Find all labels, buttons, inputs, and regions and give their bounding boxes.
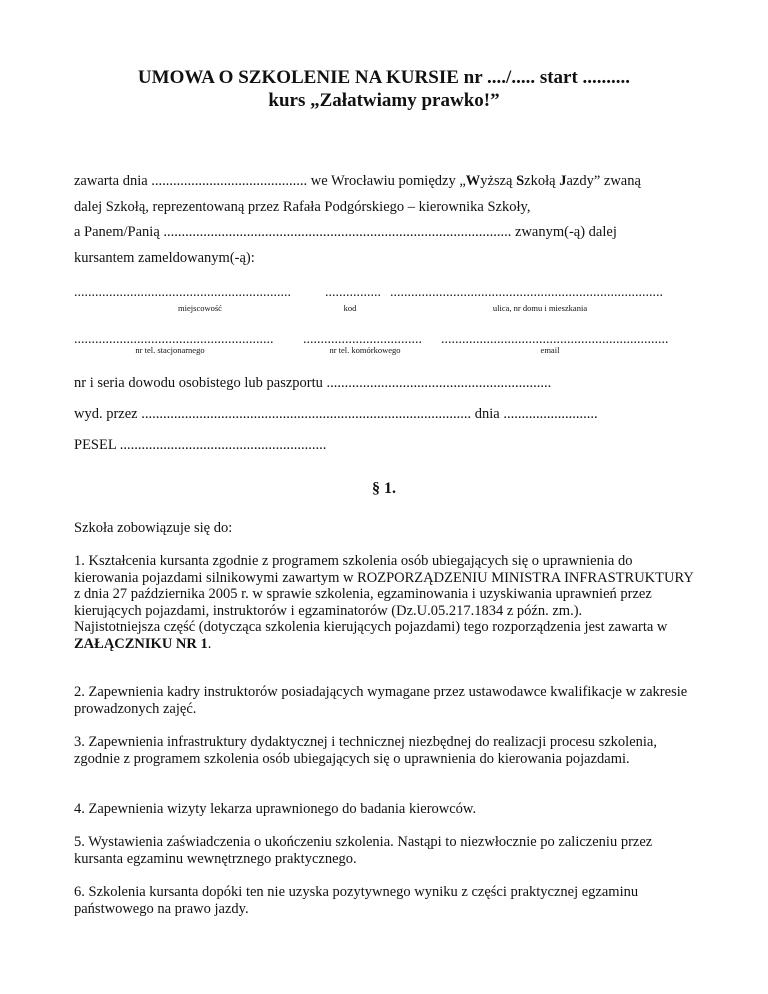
landline-field[interactable]: .........................................................	[74, 332, 274, 347]
clause-1-text: 1. Kształcenia kursanta zgodnie z programem szkolenia osób ubiegających się o uprawnienia do kierowania pojazdami silnikowymi zawartym w ROZPORZĄDZENIU MINISTRA INFRASTRUKTURY z dnia 27 października 2005 r. w sprawie szkolenia, egzaminowania i uzyskiwania uprawnień przez kierujących pojazdami, instruktorów i egzaminatorów (Dz.U.05.217.1834 z późn. zm.).	[74, 553, 694, 619]
postal-code-field[interactable]: ................	[325, 285, 381, 300]
intro-line-2: dalej Szkołą, reprezentowaną przez Rafała Podgórskiego – kierownika Szkoły,	[74, 199, 531, 215]
mobile-label: nr tel. komórkowego	[329, 345, 401, 355]
intro-line-3: a Panem/Panią ................................................................................................ zwanym(-ą) dalej	[74, 224, 617, 240]
intro-text: ” zwaną	[593, 173, 641, 189]
email-label: email	[540, 345, 560, 355]
city-label: miejscowość	[178, 303, 222, 313]
email-field[interactable]: .................................................................	[441, 332, 669, 347]
landline-label: nr tel. stacjonarnego	[135, 345, 205, 355]
attachment-reference: ZAŁĄCZNIKU NR 1	[74, 635, 208, 652]
school-initial: J	[559, 173, 567, 189]
course-name: kurs „Załatwiamy prawko!”	[268, 90, 500, 111]
street-label: ulica, nr domu i mieszkania	[492, 303, 588, 313]
id-document-line: nr i seria dowodu osobistego lub paszportu ..............................................................	[74, 375, 552, 391]
school-name-part: azdy	[566, 173, 594, 189]
clause-1-note-text: Najistotniejsza część (dotycząca szkolenia kierujących pojazdami) tego rozporządzenia jest zawarta w	[74, 619, 668, 635]
pesel-line: PESEL .........................................................	[74, 437, 327, 453]
clause-4: 4. Zapewnienia wizyty lekarza uprawnionego do badania kierowców.	[74, 801, 477, 817]
clause-1-note-end: .	[207, 635, 212, 652]
clause-2: 2. Zapewnienia kadry instruktorów posiadających wymagane przez ustawodawce kwalifikacje w zakresie prowadzonych zajęć.	[74, 684, 688, 717]
clause-3: 3. Zapewnienia infrastruktury dydaktycznej i technicznej niezbędnej do realizacji procesu szkolenia, zgodnie z programem szkolenia osób ubiegających się o uprawnienia do kierowania pojazdami.	[74, 734, 657, 767]
intro-line-1	[74, 173, 641, 190]
intro-text: zawarta dnia ........................................... we Wrocławiu pomiędzy „	[74, 173, 466, 189]
clause-1	[74, 553, 696, 652]
city-field[interactable]: ..............................................................	[74, 285, 291, 300]
school-name-part: zkołą	[524, 173, 560, 189]
school-name-part: yższą	[480, 173, 517, 189]
section-lead: Szkoła zobowiązuje się do:	[74, 520, 233, 536]
contract-title: UMOWA O SZKOLENIE NA KURSIE nr ..../..... start ..........	[137, 67, 631, 88]
clause-6: 6. Szkolenia kursanta dopóki ten nie uzyska pozytywnego wyniku z części praktycznej egzaminu państwowego na prawo jazdy.	[74, 884, 639, 917]
issued-by-line: wyd. przez ........................................................................................... dnia ..........................	[74, 406, 598, 422]
mobile-field[interactable]: ..................................	[303, 332, 422, 347]
clause-1-note	[74, 619, 696, 652]
section-heading: § 1.	[372, 480, 396, 497]
postal-code-label: kod	[343, 303, 357, 313]
school-initial: S	[516, 173, 525, 189]
clause-5: 5. Wystawienia zaświadczenia o ukończeniu szkolenia. Nastąpi to niezwłocznie po zaliczeniu przez kursanta egzaminu wewnętrznego praktycznego.	[74, 834, 653, 867]
school-initial: W	[465, 173, 481, 189]
street-field[interactable]: ..............................................................................	[390, 285, 663, 300]
intro-line-4: kursantem zameldowanym(-ą):	[74, 250, 255, 266]
